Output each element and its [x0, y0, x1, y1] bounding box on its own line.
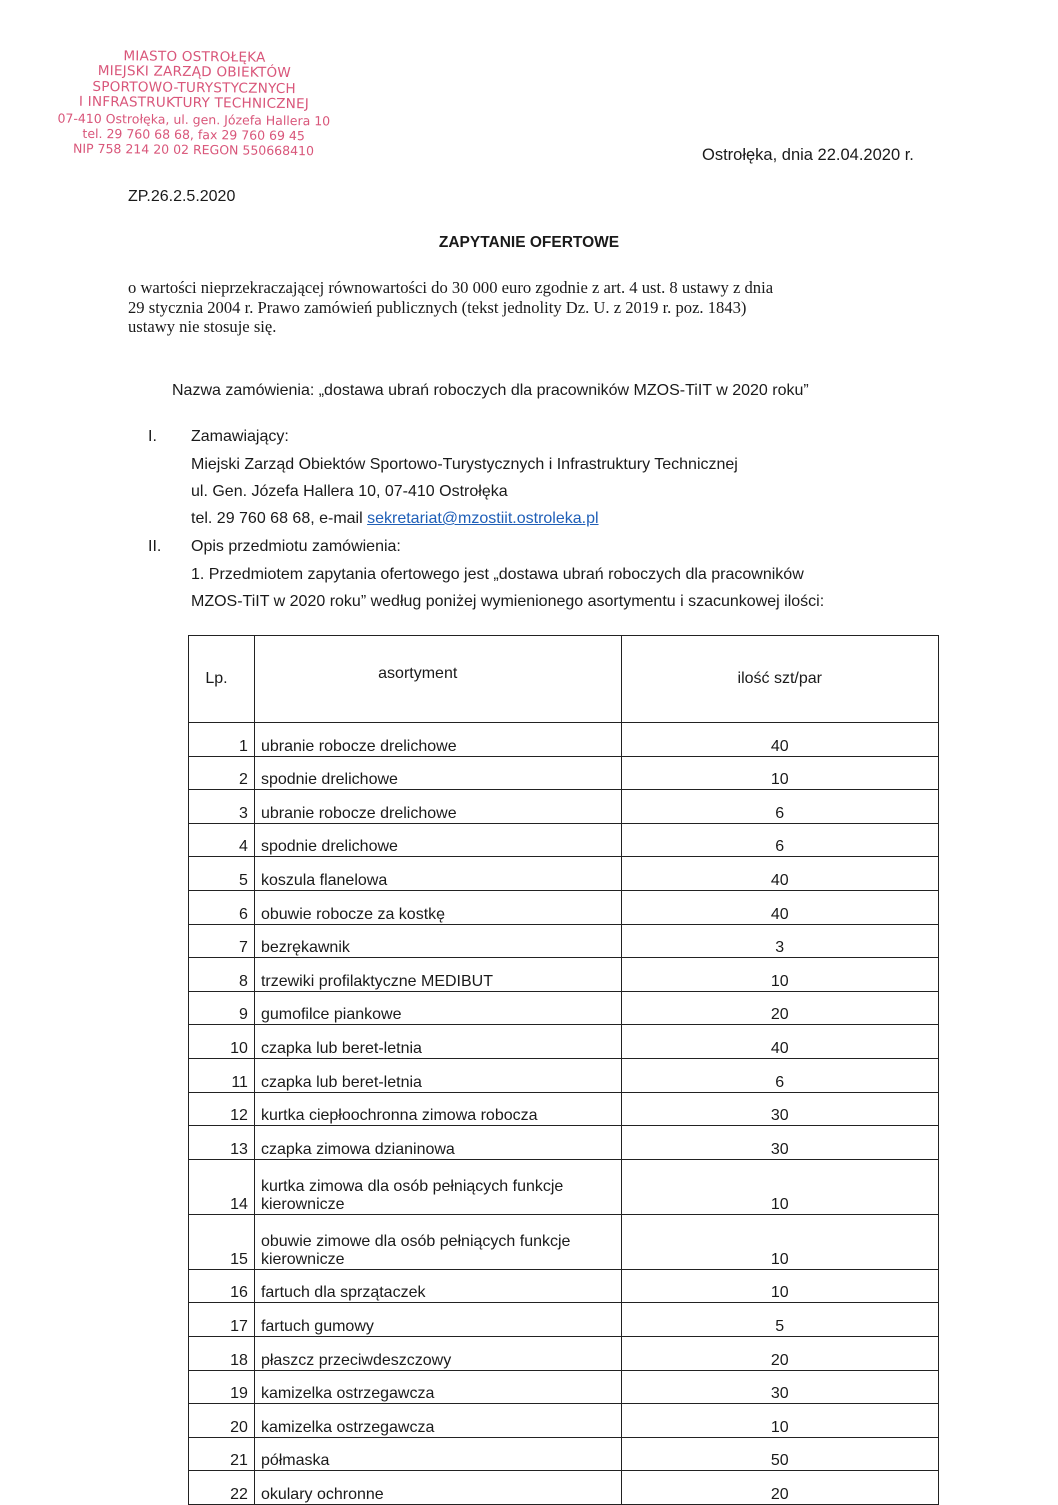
stamp-line: NIP 758 214 20 02 REGON 550668410	[72, 141, 315, 159]
item-name	[254, 1092, 621, 1126]
stamp-line: MIEJSKI ZARZĄD OBIEKTÓW	[97, 63, 292, 82]
email-link[interactable]: sekretariat@mzostiit.ostroleka.pl	[367, 510, 599, 527]
item-name	[254, 1159, 621, 1214]
row-number: 2	[189, 756, 255, 790]
item-quantity: 6	[621, 823, 939, 857]
item-quantity: 20	[621, 1471, 939, 1505]
row-number: 10	[189, 1025, 255, 1059]
table-row	[189, 723, 939, 757]
row-number: 11	[189, 1058, 255, 1092]
item-quantity: 10	[621, 1404, 939, 1438]
item-quantity: 40	[621, 723, 939, 757]
row-number: 22	[189, 1471, 255, 1505]
item-name-text: obuwie robocze za kostkę	[260, 905, 446, 923]
item-name	[254, 1269, 621, 1303]
item-name	[254, 1370, 621, 1404]
item-name-text: fartuch dla sprzątaczek	[260, 1284, 426, 1302]
table-row	[189, 823, 939, 857]
item-name	[254, 924, 621, 958]
item-quantity: 50	[621, 1437, 939, 1471]
intro-line: ustawy nie stosuje się.	[128, 317, 277, 337]
row-number: 13	[189, 1126, 255, 1160]
item-name	[254, 723, 621, 757]
row-number: 17	[189, 1303, 255, 1337]
item-quantity: 40	[621, 857, 939, 891]
table-row	[189, 1370, 939, 1404]
item-quantity: 10	[621, 1159, 939, 1214]
item-name	[254, 790, 621, 824]
description-line: MZOS-TiIT w 2020 roku” według poniżej wymienionego asortymentu i szacunkowej ilości:	[191, 593, 825, 610]
item-name-text: gumofilce piankowe	[260, 1006, 402, 1024]
column-header-quantity: ilość szt/par	[621, 636, 939, 723]
item-name	[254, 756, 621, 790]
table-row	[189, 1269, 939, 1303]
item-name-text: ubranie robocze drelichowe	[260, 737, 457, 755]
item-name-text: czapka lub beret-letnia	[260, 1073, 422, 1091]
section-heading: Opis przedmiotu zamówienia:	[191, 538, 401, 555]
orderer-contact	[191, 510, 599, 528]
stamp-line: MIASTO OSTROŁĘKA	[123, 48, 266, 66]
item-name-text: spodnie drelichowe	[260, 771, 398, 789]
item-name-text: bezrękawnik	[260, 939, 350, 957]
column-header-asortyment: asortyment	[254, 636, 621, 723]
item-name-text: trzewiki profilaktyczne MEDIBUT	[260, 972, 493, 990]
item-name	[254, 1437, 621, 1471]
table-row	[189, 1126, 939, 1160]
item-quantity: 40	[621, 890, 939, 924]
section-numeral: II.	[148, 538, 162, 555]
orderer-name: Miejski Zarząd Obiektów Sportowo-Turystycznych i Infrastruktury Technicznej	[191, 456, 738, 473]
item-name	[254, 823, 621, 857]
stamp-line: SPORTOWO-TURYSTYCZNYCH	[92, 78, 296, 97]
item-name	[254, 958, 621, 992]
document-title: ZAPYTANIE OFERTOWE	[438, 234, 620, 251]
table-row	[189, 1159, 939, 1214]
reference-number: ZP.26.2.5.2020	[128, 188, 236, 205]
orderer-address: ul. Gen. Józefa Hallera 10, 07-410 Ostrołęka	[191, 483, 508, 500]
intro-line: 29 stycznia 2004 r. Prawo zamówień publicznych (tekst jednolity Dz. U. z 2019 r. poz. 1843)	[128, 297, 747, 317]
table-row	[189, 1025, 939, 1059]
item-name-text: fartuch gumowy	[260, 1317, 374, 1335]
section-numeral: I.	[148, 428, 157, 445]
item-quantity: 30	[621, 1092, 939, 1126]
row-number: 9	[189, 991, 255, 1025]
item-quantity: 6	[621, 790, 939, 824]
item-quantity: 40	[621, 1025, 939, 1059]
item-name-text: obuwie zimowe dla osób pełniących funkcje	[260, 1232, 571, 1250]
item-quantity: 3	[621, 924, 939, 958]
table-row	[189, 1092, 939, 1126]
item-name-text: kurtka ciepłoochronna zimowa robocza	[260, 1107, 538, 1125]
row-number: 1	[189, 723, 255, 757]
row-number: 12	[189, 1092, 255, 1126]
row-number: 7	[189, 924, 255, 958]
table-row	[189, 1303, 939, 1337]
item-name-text: kurtka zimowa dla osób pełniących funkcje	[260, 1177, 564, 1195]
row-number: 8	[189, 958, 255, 992]
item-name	[254, 1336, 621, 1370]
item-name-text: spodnie drelichowe	[260, 838, 398, 856]
table-row	[189, 1404, 939, 1438]
table-row	[189, 756, 939, 790]
item-quantity: 30	[621, 1126, 939, 1160]
row-number: 20	[189, 1404, 255, 1438]
row-number: 18	[189, 1336, 255, 1370]
item-name	[254, 1214, 621, 1269]
item-name	[254, 1126, 621, 1160]
stamp-line: 07-410 Ostrołęka, ul. gen. Józefa Hallera 10	[57, 110, 331, 129]
item-name-text: płaszcz przeciwdeszczowy	[260, 1351, 452, 1369]
assortment-table	[188, 635, 939, 1505]
row-number: 14	[189, 1159, 255, 1214]
column-header-lp: Lp.	[189, 636, 255, 723]
table-row	[189, 991, 939, 1025]
row-number: 5	[189, 857, 255, 891]
order-name: Nazwa zamówienia: „dostawa ubrań roboczych dla pracowników MZOS-TiIT w 2020 roku”	[172, 382, 809, 399]
table-header-row	[189, 636, 939, 723]
item-name	[254, 991, 621, 1025]
item-name-text: czapka lub beret-letnia	[260, 1039, 422, 1057]
item-quantity: 30	[621, 1370, 939, 1404]
table-row	[189, 890, 939, 924]
table-row	[189, 1058, 939, 1092]
table-row	[189, 1336, 939, 1370]
item-quantity: 6	[621, 1058, 939, 1092]
item-name	[254, 1303, 621, 1337]
item-name-text: kamizelka ostrzegawcza	[260, 1418, 435, 1436]
item-name	[254, 1471, 621, 1505]
table-row	[189, 1214, 939, 1269]
item-quantity: 20	[621, 1336, 939, 1370]
item-name-text: koszula flanelowa	[260, 871, 388, 889]
table-row	[189, 1437, 939, 1471]
item-name	[254, 1404, 621, 1438]
table-row	[189, 958, 939, 992]
table-row	[189, 924, 939, 958]
item-quantity: 10	[621, 1214, 939, 1269]
description-line: 1. Przedmiotem zapytania ofertowego jest „dostawa ubrań roboczych dla pracowników	[191, 566, 804, 583]
row-number: 16	[189, 1269, 255, 1303]
institution-stamp	[43, 48, 344, 159]
item-name-text: kierownicze	[260, 1250, 345, 1268]
item-quantity: 10	[621, 958, 939, 992]
stamp-line: I INFRASTRUKTURY TECHNICZNEJ	[78, 94, 310, 113]
item-name-text: kierownicze	[260, 1195, 345, 1213]
intro-paragraph	[128, 278, 928, 337]
item-quantity: 10	[621, 1269, 939, 1303]
item-name	[254, 857, 621, 891]
intro-line: o wartości nieprzekraczającej równowartości do 30 000 euro zgodnie z art. 4 ust. 8 ustawy z dnia	[128, 278, 774, 297]
item-quantity: 5	[621, 1303, 939, 1337]
row-number: 3	[189, 790, 255, 824]
item-quantity: 10	[621, 756, 939, 790]
item-name-text: czapka zimowa dzianinowa	[260, 1140, 455, 1158]
item-quantity: 20	[621, 991, 939, 1025]
table-row	[189, 1471, 939, 1505]
table-row	[189, 857, 939, 891]
item-name	[254, 1058, 621, 1092]
section-heading: Zamawiający:	[191, 428, 289, 445]
item-name	[254, 1025, 621, 1059]
item-name-text: ubranie robocze drelichowe	[260, 804, 457, 822]
document-date: Ostrołęka, dnia 22.04.2020 r.	[702, 146, 914, 164]
stamp-line: tel. 29 760 68 68, fax 29 760 69 45	[82, 125, 305, 144]
item-name	[254, 890, 621, 924]
row-number: 15	[189, 1214, 255, 1269]
row-number: 6	[189, 890, 255, 924]
phone-text: tel. 29 760 68 68, e-mail	[191, 510, 368, 527]
row-number: 19	[189, 1370, 255, 1404]
table-row	[189, 790, 939, 824]
item-name-text: okulary ochronne	[260, 1485, 384, 1503]
row-number: 4	[189, 823, 255, 857]
item-name-text: kamizelka ostrzegawcza	[260, 1385, 435, 1403]
item-name-text: półmaska	[260, 1452, 330, 1470]
row-number: 21	[189, 1437, 255, 1471]
